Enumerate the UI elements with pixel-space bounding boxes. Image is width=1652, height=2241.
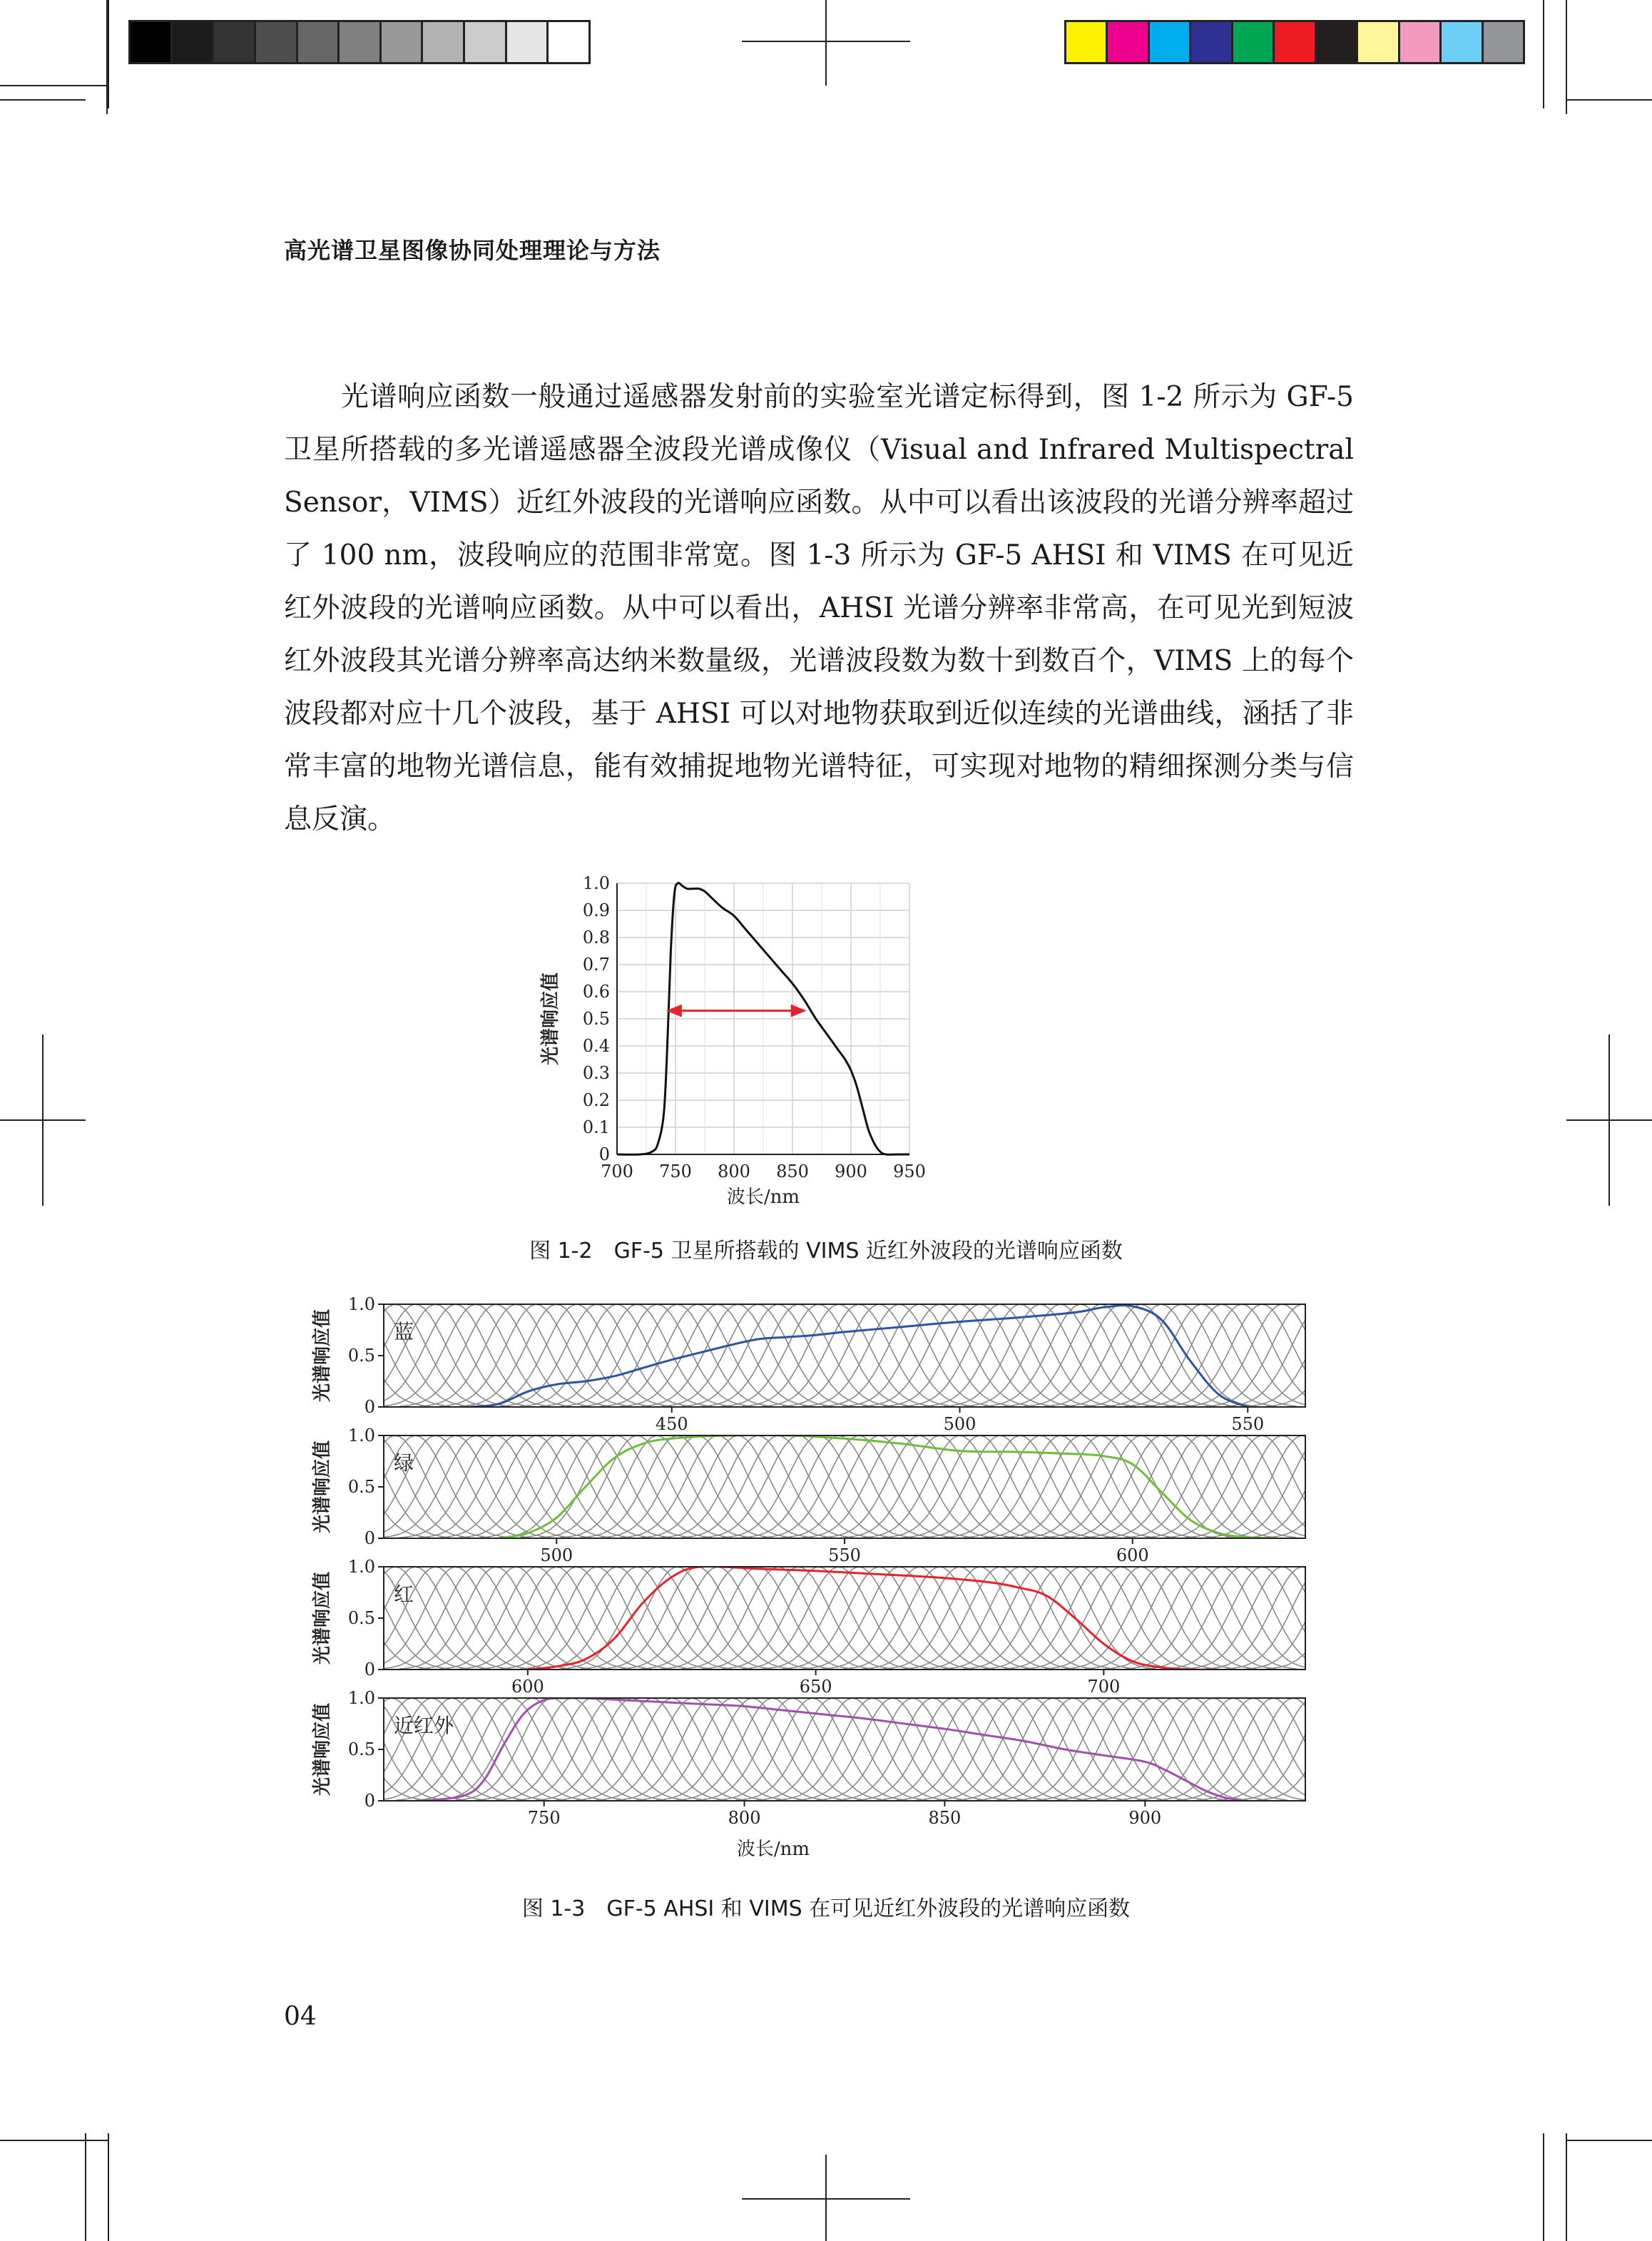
ahsi-band-curve	[1017, 1698, 1208, 1800]
ahsi-band-curve	[984, 1567, 1176, 1669]
ahsi-band-curve	[1226, 1567, 1327, 1669]
x-tick-label: 800	[728, 1808, 761, 1828]
ahsi-band-curve	[1024, 1435, 1216, 1538]
y-axis-label: 光谱响应值	[312, 1440, 333, 1534]
ahsi-band-curve	[782, 1567, 974, 1669]
ahsi-band-curve	[863, 1567, 1055, 1669]
ahsi-band-curve	[359, 1567, 551, 1669]
y-tick-label: 0.5	[347, 1477, 375, 1497]
ahsi-band-curve	[937, 1698, 1127, 1800]
ahsi-band-curve	[1226, 1435, 1327, 1538]
ahsi-band-curve	[742, 1435, 934, 1538]
y-axis-label: 光谱响应值	[312, 1702, 333, 1797]
ahsi-band-curve	[536, 1698, 727, 1800]
body-paragraph	[284, 371, 1354, 846]
y-tick-label: 0.3	[582, 1063, 610, 1083]
ahsi-band-curve	[682, 1435, 874, 1538]
ahsi-band-curve	[439, 1304, 631, 1406]
gray-swatch	[298, 22, 340, 62]
x-tick-label: 850	[928, 1808, 962, 1828]
ahsi-band-curve	[460, 1567, 652, 1669]
x-tick-label: 950	[893, 1162, 926, 1182]
y-tick-label: 0.7	[582, 955, 610, 975]
ahsi-band-curve	[561, 1567, 753, 1669]
gray-swatch	[549, 22, 588, 62]
ahsi-band-curve	[863, 1304, 1055, 1406]
ahsi-band-curve	[837, 1698, 1027, 1800]
vims-band-curve	[470, 1306, 1248, 1407]
x-tick-label: 600	[1116, 1545, 1149, 1565]
ahsi-band-curve	[843, 1304, 1035, 1406]
ahsi-band-curve	[1057, 1698, 1248, 1800]
ahsi-band-curve	[977, 1698, 1167, 1800]
ahsi-band-curve	[857, 1698, 1047, 1800]
x-tick-label: 600	[511, 1677, 544, 1697]
figure-1-3-chart	[300, 1291, 1327, 1862]
ahsi-band-curve	[1266, 1567, 1327, 1669]
x-tick-label: 750	[659, 1162, 692, 1182]
x-tick-label: 900	[1128, 1808, 1162, 1828]
color-swatch	[1233, 22, 1275, 62]
panel-label: 近红外	[394, 1714, 454, 1737]
ahsi-band-curve	[399, 1304, 591, 1406]
ahsi-band-curve	[1226, 1304, 1327, 1406]
ahsi-band-curve	[676, 1698, 867, 1800]
panel-frame	[384, 1567, 1305, 1670]
ahsi-band-curve	[561, 1435, 753, 1538]
ahsi-band-curve	[399, 1435, 591, 1538]
ahsi-band-curve	[1024, 1567, 1216, 1669]
x-tick-label: 700	[1087, 1677, 1121, 1697]
ahsi-band-curve	[1266, 1435, 1327, 1538]
x-tick-label: 800	[718, 1162, 750, 1182]
ahsi-band-curve	[480, 1567, 671, 1669]
vims-band-curve	[528, 1566, 1219, 1670]
panel-4	[300, 1688, 1327, 1828]
gray-swatch	[382, 22, 424, 62]
x-tick-label: 550	[828, 1545, 861, 1565]
gray-swatch	[131, 22, 173, 62]
ahsi-band-curve	[924, 1567, 1116, 1669]
ahsi-band-curve	[1246, 1304, 1327, 1406]
ahsi-band-curve	[621, 1567, 812, 1669]
x-tick-label: 900	[835, 1162, 867, 1182]
ahsi-band-curve	[1117, 1698, 1307, 1800]
ahsi-band-curve	[817, 1698, 1007, 1800]
ahsi-band-curve	[742, 1567, 934, 1669]
ahsi-band-curve	[1085, 1304, 1277, 1406]
ahsi-band-curve	[556, 1698, 747, 1800]
ahsi-band-curve	[802, 1304, 994, 1406]
ahsi-band-curve	[541, 1435, 733, 1538]
x-tick-label: 650	[799, 1677, 832, 1697]
color-swatch	[1150, 22, 1191, 62]
y-tick-label: 0.5	[582, 1009, 610, 1029]
ahsi-band-curve	[696, 1698, 887, 1800]
ahsi-band-curve	[1125, 1304, 1316, 1406]
ahsi-band-curve	[1085, 1567, 1277, 1669]
y-tick-label: 0	[364, 1528, 375, 1548]
page-number: 04	[284, 2002, 317, 2031]
panel-label: 绿	[394, 1451, 414, 1475]
ahsi-band-curve	[722, 1567, 914, 1669]
grayscale-calibration-bar	[128, 20, 591, 64]
color-swatch	[1108, 22, 1149, 62]
gray-swatch	[465, 22, 507, 62]
running-head: 高光谱卫星图像协同处理理论与方法	[284, 237, 661, 264]
ahsi-band-curve	[596, 1698, 787, 1800]
ahsi-band-curve	[843, 1567, 1035, 1669]
ahsi-band-curve	[581, 1435, 772, 1538]
ahsi-band-curve	[1004, 1435, 1196, 1538]
panel-frame	[384, 1698, 1305, 1801]
ahsi-band-curve	[763, 1435, 954, 1538]
figure-1-2-caption: 图 1-2 GF-5 卫星所搭载的 VIMS 近红外波段的光谱响应函数	[529, 1239, 1123, 1264]
y-tick-label: 0.9	[582, 900, 610, 920]
ahsi-band-curve	[1044, 1435, 1236, 1538]
ahsi-band-curve	[476, 1698, 666, 1800]
ahsi-band-curve	[944, 1567, 1136, 1669]
y-tick-label: 0.4	[582, 1036, 610, 1056]
panel-label: 蓝	[394, 1320, 414, 1343]
ahsi-band-curve	[722, 1435, 914, 1538]
color-swatch	[1442, 22, 1483, 62]
ahsi-band-curve	[460, 1435, 652, 1538]
ahsi-band-curve	[419, 1304, 611, 1406]
y-tick-label: 1.0	[347, 1426, 375, 1445]
y-tick-label: 1.0	[347, 1688, 375, 1708]
ahsi-band-curve	[1044, 1304, 1236, 1406]
y-tick-label: 1.0	[347, 1294, 375, 1314]
y-tick-label: 0.5	[347, 1346, 375, 1366]
ahsi-band-curve	[722, 1304, 914, 1406]
ahsi-curves	[300, 1566, 1327, 1670]
ahsi-band-curve	[736, 1698, 927, 1800]
ahsi-band-curve	[957, 1698, 1147, 1800]
ahsi-band-curve	[1166, 1435, 1327, 1538]
ahsi-band-curve	[460, 1304, 652, 1406]
y-tick-label: 0.6	[582, 982, 610, 1002]
y-tick-label: 0	[364, 1660, 375, 1680]
color-swatch	[1275, 22, 1316, 62]
ahsi-band-curve	[636, 1698, 827, 1800]
ahsi-band-curve	[419, 1567, 611, 1669]
ahsi-band-curve	[621, 1435, 812, 1538]
ahsi-band-curve	[1004, 1567, 1196, 1669]
ahsi-band-curve	[924, 1304, 1116, 1406]
ahsi-band-curve	[1246, 1435, 1327, 1538]
ahsi-band-curve	[359, 1435, 551, 1538]
ahsi-band-curve	[1125, 1567, 1316, 1669]
figure-1-2-chart	[528, 863, 1141, 1220]
ahsi-band-curve	[439, 1435, 631, 1538]
ahsi-band-curve	[601, 1304, 792, 1406]
y-tick-label: 0.5	[347, 1739, 375, 1759]
figure-1-3-caption: 图 1-3 GF-5 AHSI 和 VIMS 在可见近红外波段的光谱响应函数	[521, 1896, 1131, 1921]
ahsi-band-curve	[581, 1304, 772, 1406]
ahsi-band-curve	[944, 1304, 1136, 1406]
x-tick-label: 500	[540, 1545, 573, 1565]
ahsi-band-curve	[782, 1304, 974, 1406]
ahsi-band-curve	[797, 1698, 987, 1800]
ahsi-band-curve	[756, 1698, 947, 1800]
ahsi-band-curve	[576, 1698, 767, 1800]
ahsi-band-curve	[516, 1698, 706, 1800]
color-swatch	[1484, 22, 1523, 62]
ahsi-band-curve	[1157, 1698, 1327, 1800]
ahsi-band-curve	[702, 1567, 893, 1669]
ahsi-band-curve	[419, 1435, 611, 1538]
ahsi-band-curve	[742, 1304, 934, 1406]
ahsi-curves	[300, 1435, 1327, 1538]
ahsi-band-curve	[763, 1567, 954, 1669]
panel-frame	[384, 1304, 1305, 1407]
gray-swatch	[256, 22, 298, 62]
ahsi-band-curve	[802, 1567, 994, 1669]
ahsi-band-curve	[399, 1567, 591, 1669]
ahsi-band-curve	[581, 1567, 772, 1669]
ahsi-band-curve	[541, 1567, 733, 1669]
ahsi-band-curve	[520, 1567, 712, 1669]
y-tick-label: 0	[364, 1791, 375, 1811]
x-tick-label: 850	[776, 1162, 809, 1182]
color-calibration-bar	[1064, 20, 1525, 64]
ahsi-band-curve	[682, 1567, 874, 1669]
ahsi-band-curve	[997, 1698, 1188, 1800]
color-swatch	[1400, 22, 1442, 62]
panel-2	[300, 1426, 1327, 1565]
y-tick-label: 0.2	[582, 1090, 610, 1110]
ahsi-band-curve	[877, 1698, 1067, 1800]
gray-swatch	[507, 22, 549, 62]
panel-label: 红	[394, 1582, 414, 1606]
ahsi-band-curve	[500, 1435, 692, 1538]
x-axis-label: 波长/nm	[726, 1186, 800, 1208]
ahsi-band-curve	[917, 1698, 1107, 1800]
x-axis-label: 波长/nm	[736, 1839, 810, 1860]
y-tick-label: 0	[598, 1144, 610, 1164]
y-axis-label: 光谱响应值	[312, 1308, 333, 1403]
ahsi-band-curve	[661, 1435, 852, 1538]
ahsi-band-curve	[601, 1435, 792, 1538]
ahsi-band-curve	[1266, 1304, 1327, 1406]
ahsi-curves	[300, 1304, 1327, 1407]
ahsi-band-curve	[903, 1567, 1095, 1669]
ahsi-band-curve	[1085, 1435, 1277, 1538]
ahsi-band-curve	[641, 1304, 832, 1406]
ahsi-band-curve	[520, 1304, 712, 1406]
ahsi-band-curve	[456, 1698, 646, 1800]
color-swatch	[1066, 22, 1108, 62]
ahsi-band-curve	[702, 1435, 893, 1538]
ahsi-band-curve	[1077, 1698, 1268, 1800]
arrow-head-right	[791, 1005, 807, 1017]
gray-swatch	[214, 22, 256, 62]
y-axis-label: 光谱响应值	[540, 972, 561, 1066]
ahsi-band-curve	[1105, 1567, 1297, 1669]
x-tick-label: 750	[527, 1808, 561, 1828]
ahsi-band-curve	[436, 1698, 626, 1800]
ahsi-band-curve	[1065, 1435, 1257, 1538]
panel-1	[300, 1294, 1327, 1434]
ahsi-band-curve	[984, 1304, 1176, 1406]
x-tick-label: 550	[1231, 1414, 1265, 1434]
gray-swatch	[173, 22, 215, 62]
ahsi-band-curve	[541, 1304, 733, 1406]
gray-swatch	[340, 22, 382, 62]
ahsi-band-curve	[641, 1435, 832, 1538]
y-axis-label: 光谱响应值	[312, 1571, 333, 1665]
ahsi-band-curve	[702, 1304, 893, 1406]
y-tick-label: 0.1	[582, 1117, 610, 1137]
ahsi-band-curve	[480, 1435, 671, 1538]
ahsi-band-curve	[359, 1304, 551, 1406]
ahsi-band-curve	[1125, 1435, 1316, 1538]
ahsi-band-curve	[1004, 1304, 1196, 1406]
y-tick-label: 1.0	[582, 873, 610, 893]
ahsi-band-curve	[1246, 1567, 1327, 1669]
x-tick-label: 500	[943, 1414, 977, 1434]
y-tick-label: 1.0	[347, 1557, 375, 1577]
color-swatch	[1358, 22, 1399, 62]
panel-frame	[384, 1435, 1305, 1538]
ahsi-band-curve	[1166, 1304, 1327, 1406]
ahsi-band-curve	[621, 1304, 812, 1406]
ahsi-band-curve	[439, 1567, 631, 1669]
ahsi-band-curve	[561, 1304, 753, 1406]
panel-3	[300, 1557, 1327, 1697]
ahsi-band-curve	[1065, 1567, 1257, 1669]
ahsi-band-curve	[480, 1304, 671, 1406]
x-tick-label: 450	[655, 1414, 688, 1434]
color-swatch	[1191, 22, 1233, 62]
ahsi-band-curve	[782, 1435, 974, 1538]
y-tick-label: 0.8	[582, 928, 610, 947]
ahsi-band-curve	[1105, 1435, 1297, 1538]
ahsi-band-curve	[661, 1567, 852, 1669]
ahsi-band-curve	[1105, 1304, 1297, 1406]
ahsi-band-curve	[763, 1304, 954, 1406]
ahsi-band-curve	[682, 1304, 874, 1406]
y-tick-label: 0.5	[347, 1608, 375, 1628]
x-tick-label: 700	[601, 1162, 633, 1182]
gray-swatch	[423, 22, 465, 62]
ahsi-band-curve	[1166, 1567, 1327, 1669]
paragraph-text: 光谱响应函数一般通过遥感器发射前的实验室光谱定标得到，图 1-2 所示为 GF-5 卫星所搭载的多光谱遥感器全波段光谱成像仪（Visual and Infrared Multispectral Sensor，VIMS）近红外波段的光谱响应函数。从中可以看出该波段的光谱分辨率超过了 100 nm，波段响应的范围非常宽。图 1-3 所示为 GF-5 AHSI 和 VIMS 在可见近红外波段的光谱响应函数。从中可以看出，AHSI 光谱分辨率非常高，在可见光到短波红外波段其光谱分辨率高达纳米数量级，光谱波段数为数十到数百个，VIMS 上的每个波段都对应十几个波段，基于 AHSI 可以对地物获取到近似连续的光谱曲线，涵括了非常丰富的地物光谱信息，能有效捕捉地物光谱特征，可实现对地物的精细探测分类与信息反演。	[284, 381, 1354, 835]
y-tick-label: 0	[364, 1397, 375, 1417]
color-swatch	[1317, 22, 1358, 62]
ahsi-band-curve	[641, 1567, 832, 1669]
chart-grid	[617, 883, 909, 1154]
ahsi-band-curve	[616, 1698, 807, 1800]
